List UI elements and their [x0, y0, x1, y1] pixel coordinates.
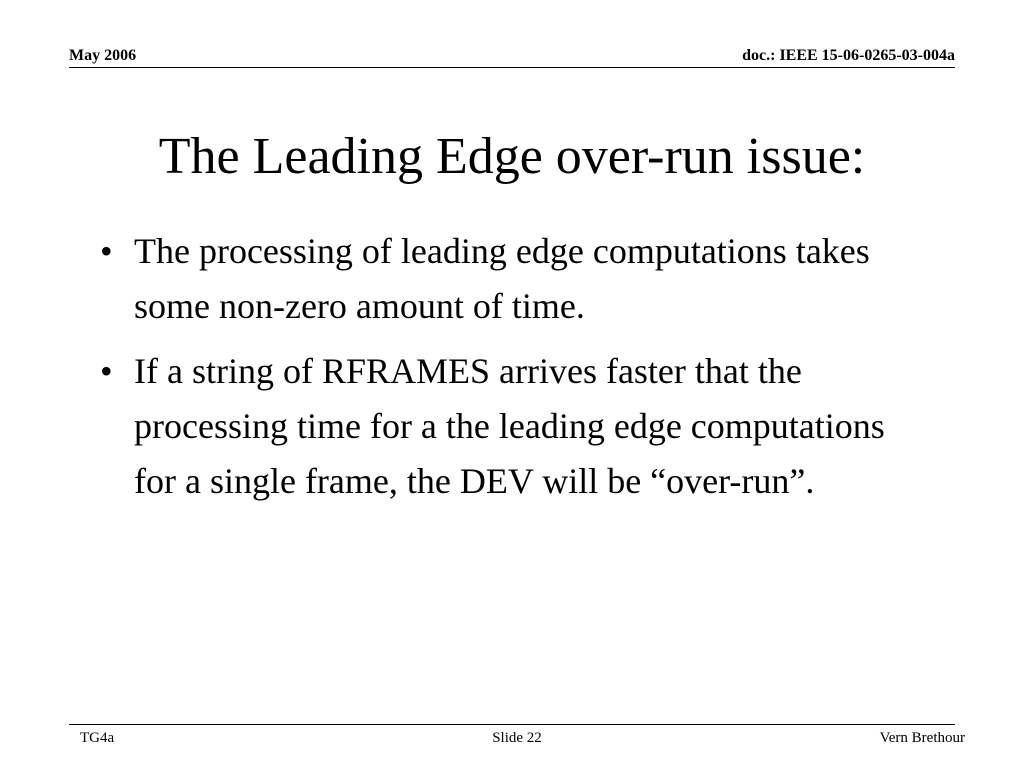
header-date: May 2006 — [69, 47, 137, 64]
bullet-text: If a string of RFRAMES arrives faster that the processing time for a the leading edge computations for a single frame, the DEV will be “over-run”. — [134, 351, 885, 501]
bullet-marker: • — [100, 351, 113, 391]
bullet-text: The processing of leading edge computations takes some non-zero amount of time. — [134, 231, 870, 326]
bullet-item — [100, 344, 930, 509]
footer-slide-number: Slide 22 — [492, 730, 542, 746]
slide-title: The Leading Edge over-run issue: — [158, 127, 866, 185]
footer-divider — [69, 724, 955, 725]
footer-group: TG4a — [80, 730, 115, 746]
bullet-marker: • — [100, 231, 113, 271]
header-doc-id: doc.: IEEE 15-06-0265-03-004a — [742, 47, 955, 64]
header-divider — [69, 67, 955, 68]
footer-author: Vern Brethour — [879, 730, 965, 746]
bullet-list — [100, 224, 930, 519]
bullet-item — [100, 224, 930, 334]
